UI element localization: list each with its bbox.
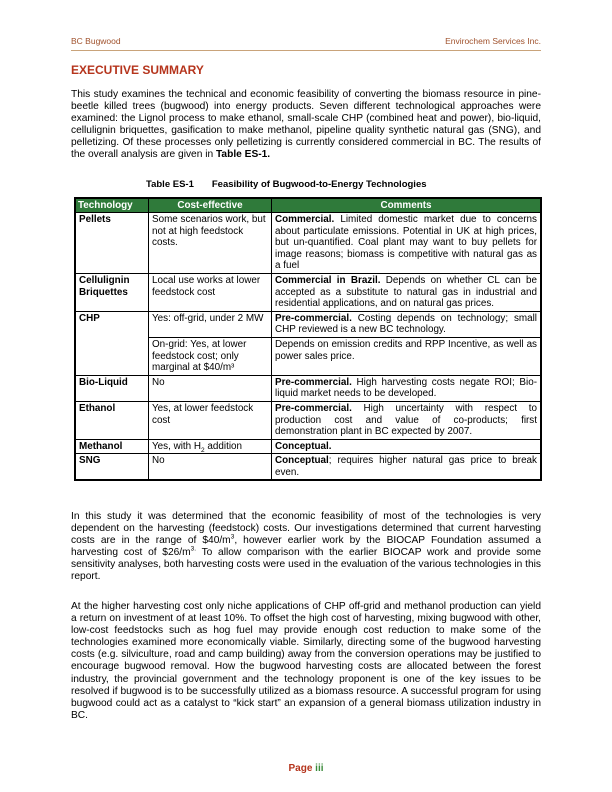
feasibility-table [74,197,542,481]
cell-comment [272,311,542,337]
intro-text: This study examines the technical and economic feasibility of converting the biomass resource in pine-beetle killed trees (bugwood) into energy products. Seven different technological approaches were examined: the Lignol process to make ethanol, small-scale CHP (combined heat and power), bio-liquid, cellulignin briquettes, gasification to make methanol, pipeline quality synthetic natural gas (SNG), and pelletizing. Of these processes only pelletizing is currently considered commercial in BC. The results of the overall analysis are given in [71,89,541,161]
header-right: Envirochem Services Inc. [445,36,541,46]
table-row-sng [75,454,541,481]
cell-technology: Cellulignin Briquettes [75,273,149,311]
cost-text-end: addition [204,440,243,452]
comment-text: Depends on whether CL can be accepted as a substitute to natural gas in industrial and residential applications, and on natural gas prices. [275,274,537,310]
page-number: iii [315,763,324,774]
comment-status: Conceptual [275,455,329,467]
cell-cost: No [149,375,272,401]
cost-subscript: 2 [201,446,205,454]
conclusion-paragraph: At the higher harvesting cost only niche applications of CHP off-grid and methanol production can yield a return on investment of at least 10%. To offset the high cost of harvesting, mixing bugwood with other, low-cost feedstocks such as hog fuel may provide enough cost reduction to make some of the technologies examined more economically viable. Similarly, directing some of the bugwood harvesting costs (e.g. silviculture, road and camp building) away from the conversion operations may be justified to encourage bugwood removal. How the bugwood harvesting costs are allocated between the forest industry, the provincial government and the technology proponent is one of the key issues to be resolved if bugwood is to be successfully utilized as a biomass resource. A successful program for using bugwood could act as a catalyst to “kick start” an expansion of a general biomass utilization industry in BC. [71,601,541,721]
cell-cost: Local use works at lower feedstock cost [149,273,272,311]
table-row-bioliquid [75,375,541,401]
table-caption-id: Table ES-1 [146,179,194,190]
cell-technology: Pellets [75,213,149,274]
cell-comment [272,454,542,481]
table-reference: Table ES-1. [215,149,271,161]
cell-technology: Methanol [75,439,149,454]
comment-text: High harvesting costs negate ROI; Bio-liquid market needs to be developed. [275,376,537,400]
table-caption-text: Feasibility of Bugwood-to-Energy Technologies [211,179,427,190]
cell-comment [272,213,542,274]
table-row-chp-offgrid [75,311,541,337]
harvesting-paragraph [71,511,541,584]
page-label: Page [288,763,313,774]
comment-status: Conceptual. [275,440,332,452]
comment-status: Commercial. [275,214,335,225]
paragraph-text: To allow comparison with the earlier BIOCAP work and provide some sensitivity analyses, both harvesting costs were used in the evaluation of the various technologies in this report. [71,547,541,583]
page-footer [0,763,612,774]
page-header [71,36,541,51]
comment-text: ; requires higher natural gas price to break even. [275,455,537,478]
cost-text: Yes, with H [152,440,202,452]
cell-comment [272,439,542,454]
paragraph-text: , however earlier work by the BIOCAP Foundation assumed a harvesting cost of $26/m [71,535,542,559]
cell-technology: Bio-Liquid [75,375,149,401]
comment-status: Commercial in Brazil. [275,274,381,286]
cell-cost: No [149,454,272,481]
header-comments: Comments [272,198,542,213]
cell-comment: Depends on emission credits and RPP Incentive, as well as power sales price. [272,337,542,375]
table-header-row [75,198,541,213]
header-cost-effective: Cost-effective [149,198,272,213]
cell-comment [272,273,542,311]
comment-text: High uncertainty with respect to production cost and value of co-products; first demonstration plant in BC expected by 2007. [275,402,537,438]
table-row-cellulignin [75,273,541,311]
comment-text: Costing depends on technology; small CHP reviewed is a new BC technology. [275,312,537,336]
paragraph-text: In this study it was determined that the economic feasibility of most of the technologies is very dependent on the harvesting (feedstock) costs. Our investigations determined that current harvesting costs are in the range of $40/m [71,511,541,547]
table-row-pellets [75,213,541,274]
cell-cost: Some scenarios work, but not at high feedstock costs. [149,213,272,274]
cell-cost: On-grid: Yes, at lower feedstock cost; only marginal at $40/m³ [149,337,272,375]
comment-status: Pre-commercial. [275,402,352,414]
superscript: 3. [190,545,197,553]
table-row-ethanol [75,401,541,439]
header-technology: Technology [75,198,149,213]
section-title: EXECUTIVE SUMMARY [71,63,204,77]
cell-cost: Yes: off-grid, under 2 MW [149,311,272,337]
cell-technology: SNG [75,454,149,481]
table-row-methanol [75,439,541,454]
cell-technology: CHP [75,311,149,375]
comment-text: Limited domestic market due to concerns about particulate emissions. Potential in UK at high prices, but un-quantified. Coal plant may want to buy pellets for image reasons; biomass is competitive with natural gas as a fuel [275,214,537,272]
cell-comment [272,375,542,401]
comment-status: Pre-commercial. [275,376,352,388]
cell-cost [149,439,272,454]
header-left: BC Bugwood [71,36,121,46]
intro-paragraph [71,89,541,162]
cell-technology: Ethanol [75,401,149,439]
cell-cost: Yes, at lower feedstock cost [149,401,272,439]
table-caption [146,179,427,190]
cell-comment [272,401,542,439]
superscript: 3 [230,533,235,541]
comment-status: Pre-commercial. [275,312,352,324]
